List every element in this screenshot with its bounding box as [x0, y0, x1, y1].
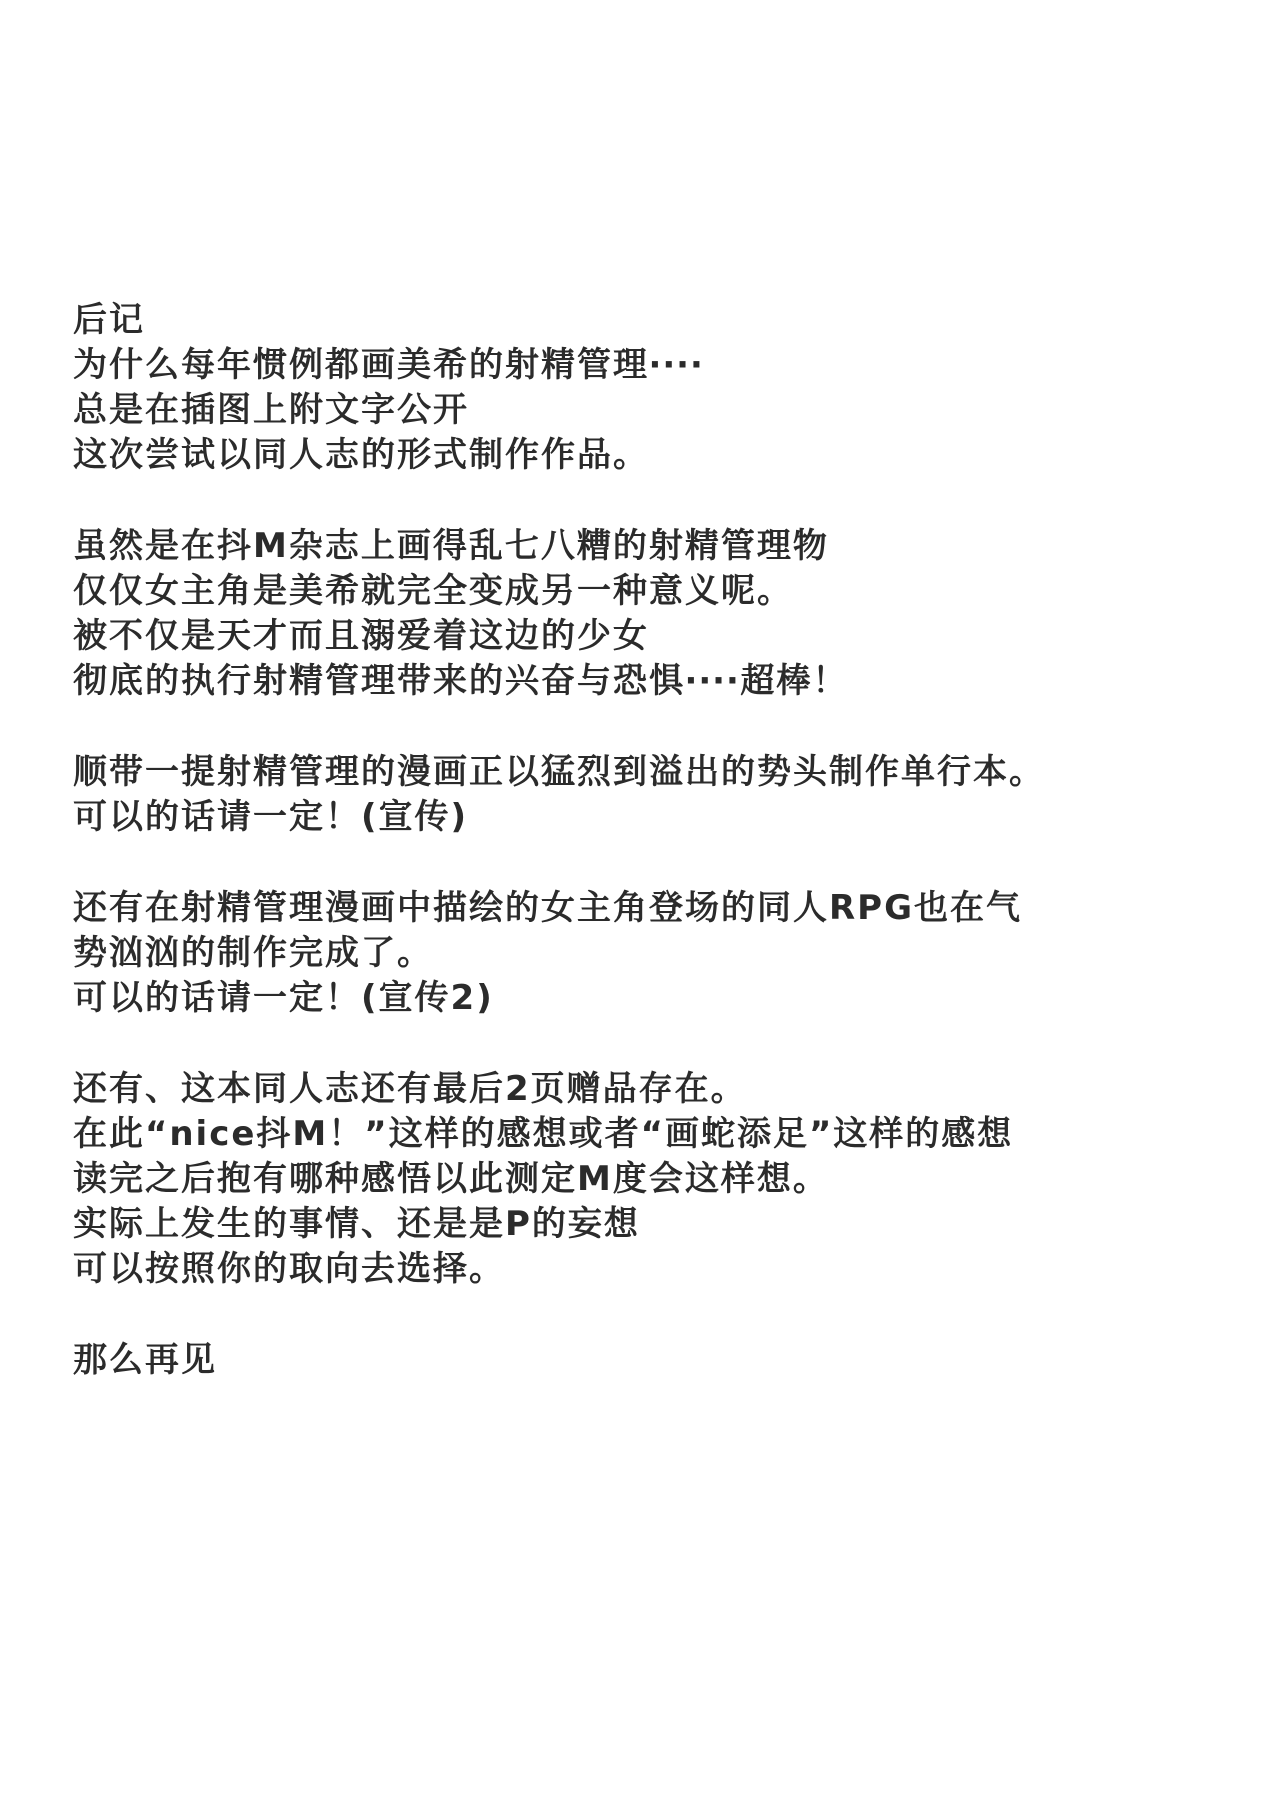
text-line: 可以按照你的取向去选择。	[73, 1249, 505, 1289]
text-line: 被不仅是天才而且溺爱着这边的少女	[73, 616, 649, 656]
text-line: 总是在插图上附文字公开	[73, 390, 469, 430]
text-line: 可以的话请一定！(宣传2)	[73, 978, 494, 1018]
text-line: 实际上发生的事情、还是是P的妄想	[73, 1204, 640, 1244]
afterword-heading: 后记	[73, 300, 145, 340]
text-line: 为什么每年惯例都画美希的射精管理‧‧‧‧	[73, 345, 705, 385]
paragraph-gap	[73, 840, 1233, 886]
afterword-text	[73, 298, 1233, 1383]
text-line: 还有在射精管理漫画中描绘的女主角登场的同人RPG也在气	[73, 888, 1023, 928]
paragraph-gap	[73, 1021, 1233, 1067]
text-line: 这次尝试以同人志的形式制作作品。	[73, 435, 649, 475]
text-line: 势汹汹的制作完成了。	[73, 933, 433, 973]
text-line: 在此“nice抖M！”这样的感想或者“画蛇添足”这样的感想	[73, 1114, 1014, 1154]
text-line: 读完之后抱有哪种感悟以此测定M度会这样想。	[73, 1159, 829, 1199]
text-line: 可以的话请一定！(宣传)	[73, 797, 469, 837]
text-line: 虽然是在抖M杂志上画得乱七八糟的射精管理物	[73, 526, 829, 566]
text-line: 还有、这本同人志还有最后2页赠品存在。	[73, 1069, 747, 1109]
text-line: 彻底的执行射精管理带来的兴奋与恐惧‧‧‧‧超棒！	[73, 661, 849, 701]
paragraph-gap	[73, 1292, 1233, 1338]
paragraph-gap	[73, 704, 1233, 750]
text-line: 仅仅女主角是美希就完全变成另一种意义呢。	[73, 571, 793, 611]
paragraph-gap	[73, 478, 1233, 524]
text-line: 顺带一提射精管理的漫画正以猛烈到溢出的势头制作单行本。	[73, 752, 1045, 792]
closing-line: 那么再见	[73, 1340, 217, 1380]
